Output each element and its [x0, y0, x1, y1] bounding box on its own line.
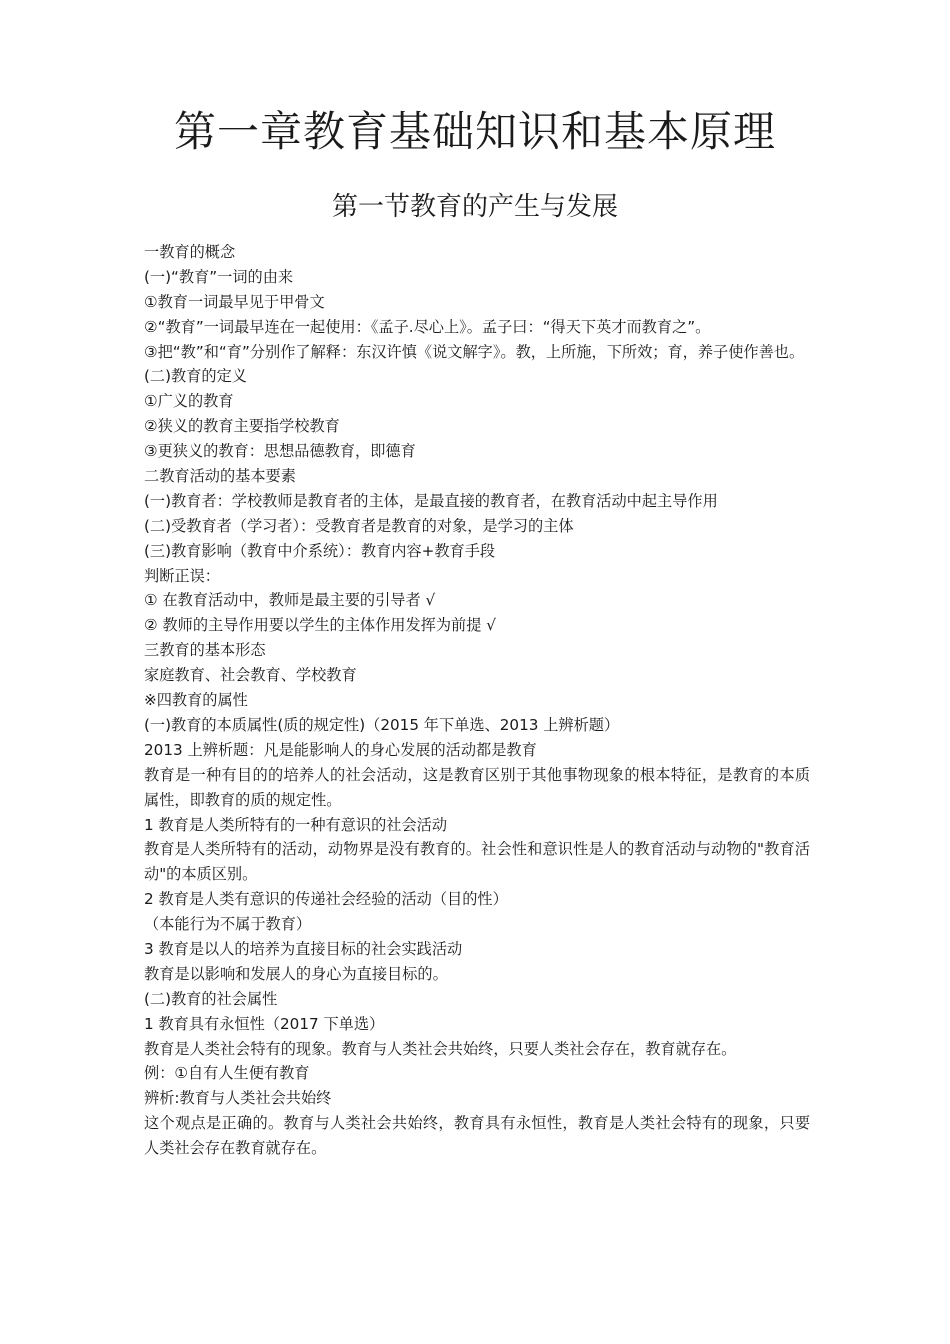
- text-line: ① 在教育活动中，教师是最主要的引导者 √: [144, 591, 436, 610]
- text-line: (一)“教育”一词的由来: [144, 267, 294, 286]
- text-line: ①广义的教育: [144, 392, 234, 411]
- section-title: 第一节教育的产生与发展: [331, 192, 618, 222]
- text-line: 教育是一种有目的的培养人的社会活动，这是教育区别于其他事物现象的根本特征，是教育的本质属性，即教育的质的规定性。: [144, 765, 810, 809]
- chapter-title: 第一章教育基础知识和基本原理: [173, 107, 776, 156]
- text-line: 二教育活动的基本要素: [144, 467, 296, 486]
- text-line: 教育是人类社会特有的现象。教育与人类社会共始终，只要人类社会存在，教育就存在。: [144, 1039, 737, 1058]
- text-line: ②狭义的教育主要指学校教育: [144, 417, 340, 436]
- text-line: (一)教育的本质属性(质的规定性)（2015 年下单选、2013 上辨析题）: [144, 715, 620, 734]
- text-line: 三教育的基本形态: [144, 641, 266, 660]
- text-line: 一教育的概念: [144, 243, 236, 261]
- text-line: (二)教育的社会属性: [144, 989, 278, 1008]
- text-line: (三)教育影响（教育中介系统）：教育内容+教育手段: [144, 541, 496, 560]
- text-line: 1 教育具有永恒性（2017 下单选）: [144, 1014, 385, 1033]
- text-line: 教育是以影响和发展人的身心为直接目标的。: [144, 964, 448, 983]
- text-line: （本能行为不属于教育）: [144, 915, 312, 934]
- text-line: (二)受教育者（学习者）：受教育者是教育的对象，是学习的主体: [144, 516, 574, 535]
- text-line: (二)教育的定义: [144, 367, 247, 386]
- text-line: 3 教育是以人的培养为直接目标的社会实践活动: [144, 940, 463, 959]
- text-line: ※四教育的属性: [144, 691, 248, 710]
- text-line: 2 教育是人类有意识的传递社会经验的活动（目的性）: [144, 890, 508, 909]
- document-body: [144, 240, 810, 1161]
- text-line: ② 教师的主导作用要以学生的主体作用发挥为前提 √: [144, 616, 496, 635]
- text-line: 例：①自有人生便有教育: [144, 1064, 310, 1083]
- text-line: ①教育一词最早见于甲骨文: [144, 292, 325, 311]
- text-line: 2013 上辨析题：凡是能影响人的身心发展的活动都是教育: [144, 740, 537, 759]
- text-line: 这个观点是正确的。教育与人类社会共始终，教育具有永恒性，教育是人类社会特有的现象，只要人类社会存在教育就存在。: [144, 1114, 810, 1158]
- text-line: (一)教育者：学校教师是教育者的主体，是最直接的教育者，在教育活动中起主导作用: [144, 491, 718, 510]
- text-line: ②“教育”一词最早连在一起使用：《孟子.尽心上》。孟子曰：“得天下英才而教育之”。: [144, 317, 711, 336]
- text-line: ③把“教”和“育”分别作了解释：东汉许慎《说文解字》。教，上所施，下所效；育，养子使作善也。: [144, 342, 805, 361]
- text-line: 教育是人类所特有的活动，动物界是没有教育的。社会性和意识性是人的教育活动与动物的"教育活动"的本质区别。: [144, 840, 810, 884]
- text-line: 辨析:教育与人类社会共始终: [144, 1089, 332, 1108]
- text-line: 家庭教育、社会教育、学校教育: [144, 666, 357, 685]
- text-line: 1 教育是人类所特有的一种有意识的社会活动: [144, 815, 448, 834]
- text-line: 判断正误：: [144, 566, 220, 585]
- text-line: ③更狭义的教育：思想品德教育，即德育: [144, 442, 416, 461]
